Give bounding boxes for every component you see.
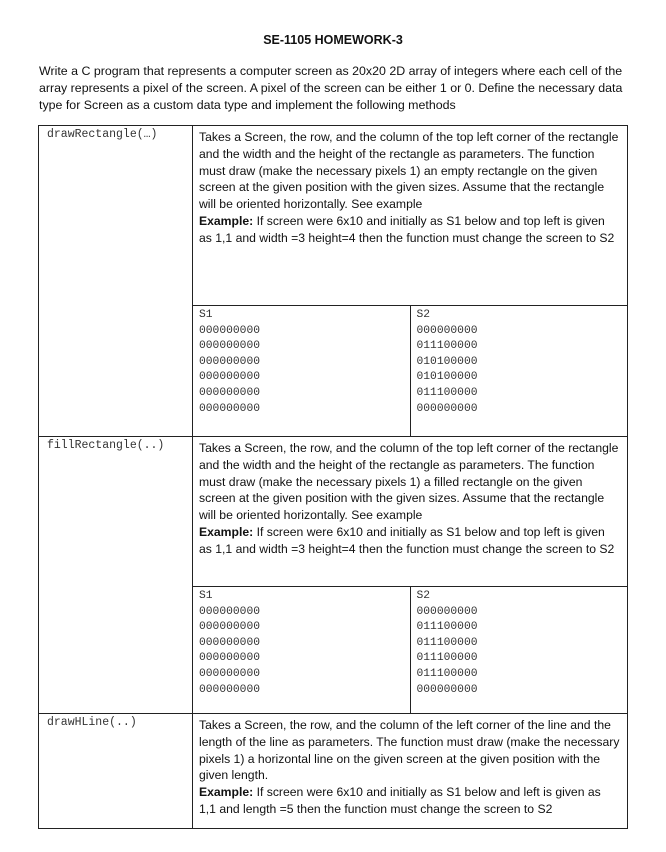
s1-row: 000000000 bbox=[199, 355, 261, 368]
example-label: Example: bbox=[199, 524, 254, 539]
screen-s1 bbox=[193, 306, 410, 437]
s2-row: 000000000 bbox=[416, 683, 478, 696]
method-name: fillRectangle(..) bbox=[39, 437, 193, 714]
method-description bbox=[193, 437, 627, 586]
s1-row: 000000000 bbox=[199, 340, 261, 353]
s2-row: 000000000 bbox=[416, 402, 478, 415]
method-detail bbox=[193, 437, 628, 714]
s1-row: 000000000 bbox=[199, 402, 261, 415]
s2-row: 011100000 bbox=[416, 652, 478, 665]
s1-label: S1 bbox=[199, 590, 213, 602]
s2-row: 011100000 bbox=[416, 636, 478, 649]
method-description bbox=[193, 126, 627, 305]
example-text: If screen were 6x10 and initially as S1 below and top left is given as 1,1 and width =3 height=4 then the function must change the screen to S2 bbox=[199, 213, 615, 245]
method-name: drawRectangle(…) bbox=[39, 126, 193, 437]
description-text: Takes a Screen, the row, and the column of the left corner of the line and the length of the line as parameters. The function must draw (make the necessary pixels 1) a horizontal line on the given screen at the given position with the given length. bbox=[199, 718, 620, 783]
method-name: drawHLine(..) bbox=[39, 714, 193, 829]
screen-s1 bbox=[193, 587, 410, 714]
method-row-fill-rectangle bbox=[39, 437, 628, 714]
s1-row: 000000000 bbox=[199, 371, 261, 384]
method-detail bbox=[193, 714, 628, 829]
s2-label: S2 bbox=[416, 309, 431, 321]
description-text: Takes a Screen, the row, and the column of the top left corner of the rectangle and the width and the height of the rectangle as parameters. The function must draw (make the necessary pixels 1) a filled rectangle on the given screen at the given position with the given sizes. Assume that the rectangle will be oriented horizontally. See example bbox=[199, 441, 619, 523]
method-row-draw-hline bbox=[39, 714, 628, 829]
s2-row: 011100000 bbox=[416, 386, 478, 399]
method-detail bbox=[193, 126, 628, 437]
method-row-draw-rectangle bbox=[39, 126, 628, 437]
s1-row: 000000000 bbox=[199, 386, 261, 399]
s1-row: 000000000 bbox=[199, 636, 261, 649]
s2-row: 011100000 bbox=[416, 340, 478, 353]
example-screens bbox=[193, 586, 627, 713]
methods-table bbox=[38, 125, 628, 829]
example-screens bbox=[193, 305, 627, 436]
s1-row: 000000000 bbox=[199, 683, 261, 696]
s1-row: 000000000 bbox=[199, 324, 261, 337]
s2-row: 010100000 bbox=[416, 355, 478, 368]
s2-label: S2 bbox=[416, 590, 431, 602]
intro-paragraph: Write a C program that represents a computer screen as 20x20 2D array of integers where each cell of the array represents a pixel of the screen. A pixel of the screen can be either 1 or 0. Define the necessary data type for Screen as a custom data type and implement the following methods bbox=[39, 64, 623, 112]
example-text: If screen were 6x10 and initially as S1 below and left is given as 1,1 and length =5 then the function must change the screen to S2 bbox=[199, 785, 601, 816]
s1-row: 000000000 bbox=[199, 605, 261, 618]
screen-s2 bbox=[410, 306, 627, 437]
s2-row: 000000000 bbox=[416, 605, 478, 618]
example-label: Example: bbox=[199, 213, 254, 228]
example-label: Example: bbox=[199, 785, 254, 800]
example-text: If screen were 6x10 and initially as S1 below and top left is given as 1,1 and width =3 height=4 then the function must change the screen to S2 bbox=[199, 524, 615, 556]
method-description bbox=[193, 714, 627, 828]
s2-row: 011100000 bbox=[416, 667, 478, 680]
screen-s2 bbox=[410, 587, 627, 714]
s1-row: 000000000 bbox=[199, 667, 261, 680]
s2-row: 010100000 bbox=[416, 371, 478, 384]
s1-label: S1 bbox=[199, 309, 213, 321]
s1-row: 000000000 bbox=[199, 621, 261, 634]
s2-row: 000000000 bbox=[416, 324, 478, 337]
page-title: SE-1105 HOMEWORK-3 bbox=[263, 33, 403, 47]
s1-row: 000000000 bbox=[199, 652, 261, 665]
s2-row: 011100000 bbox=[416, 621, 478, 634]
description-text: Takes a Screen, the row, and the column of the top left corner of the rectangle and the width and the height of the rectangle as parameters. The function must draw (make the necessary pixels 1) an empty rectangle on the given screen at the given position with the given sizes. Assume that the rectangle will be oriented horizontally. See example bbox=[199, 130, 619, 212]
